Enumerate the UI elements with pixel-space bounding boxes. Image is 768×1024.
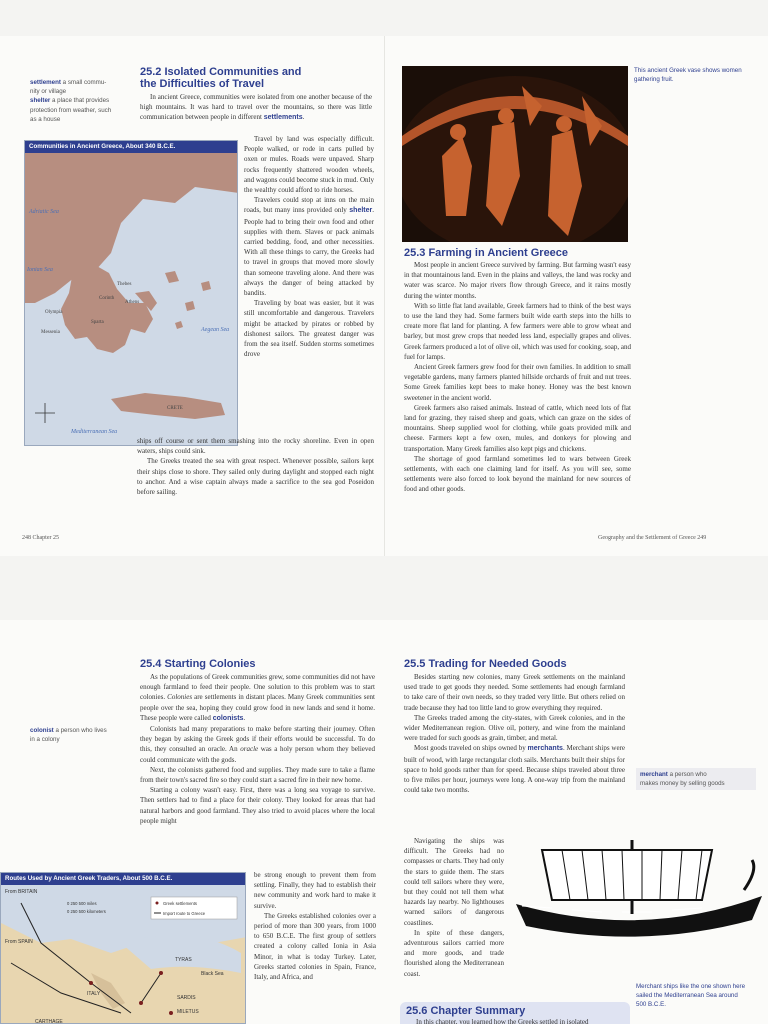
vase-caption: This ancient Greek vase shows women gathering fruit. bbox=[634, 67, 742, 83]
glossary-def: protection from weather, such bbox=[30, 106, 112, 114]
text: Travelers could stop at inns on the main roads, but many inns provided only bbox=[244, 196, 374, 215]
section-25-5-body bbox=[404, 672, 625, 795]
paragraph: Greek farmers also raised animals. Instead of cattle, which need lots of flat land for grazing, they raised sheep and goats, which can graze on the sides of mountains. Sheep supplied wool for clothing, while goats provided milk and cheese. Farmers kept a few oxen, mules, and donkeys for plowing and transportation. Many Greek families also kept pigs and chickens. bbox=[404, 403, 631, 453]
text: Colonists had many preparations to make before starting their journey. Often they began by asking the Greek gods if their efforts would be successful. To do this, they consulted an oracle. An bbox=[140, 725, 375, 754]
section-25-2-bottom bbox=[137, 436, 374, 497]
term-colonies: Colonies bbox=[167, 693, 193, 702]
label-adriatic: Adriatic Sea bbox=[29, 209, 59, 215]
keyword-shelter: shelter bbox=[349, 207, 373, 215]
vase-illustration bbox=[402, 66, 628, 242]
map-graphic bbox=[1, 883, 246, 1024]
section-25-3-body bbox=[404, 260, 631, 495]
section-25-2-title bbox=[140, 66, 380, 90]
text: was a holy person whom they believed could communicate with the gods. bbox=[140, 745, 375, 764]
glossary-def: a person who lives bbox=[53, 727, 107, 734]
glossary-def: makes money by selling goods bbox=[640, 780, 725, 788]
map-title: Communities in Ancient Greece, About 340 B.C.E. bbox=[25, 141, 237, 153]
glossary-def: as a house bbox=[30, 115, 61, 123]
paragraph: Ancient Greek farmers grew food for their own families. In addition to small vegetable gardens, many farmers planted hillside orchards of fruit and nut trees. Some Greek families kept bees to make honey. Honey was the best known sweetener in the ancient world. bbox=[404, 363, 631, 402]
text: . bbox=[243, 713, 246, 722]
footer-right: Geography and the Settlement of Greece 249 bbox=[598, 535, 707, 541]
title-line: the Difficulties of Travel bbox=[140, 78, 265, 90]
paragraph: Besides starting new colonies, many Greek settlements on the mainland used trade to get goods they needed. Some settlements had enough farmland to take care of their own needs, so they traded very little. But others relied on trade because they had too little land to grow everything they required. bbox=[404, 673, 625, 712]
vase-image bbox=[402, 66, 628, 242]
map-trade-routes bbox=[0, 872, 246, 1024]
paragraph: ships off course or sent them smashing into the rocky shoreline. Even in open waters, ships could sink. bbox=[137, 437, 374, 456]
ship-caption: Merchant ships like the one shown here sailed the Mediterranean Sea around 500 B.C.E. bbox=[636, 983, 746, 1008]
label-corinth: Corinth bbox=[99, 296, 115, 301]
term-oracle: oracle bbox=[240, 745, 259, 754]
section-25-2-intro bbox=[140, 92, 372, 124]
section-25-5-title: 25.5 Trading for Needed Goods bbox=[404, 658, 567, 670]
glossary-term: merchant bbox=[640, 771, 668, 778]
paragraph: Most people in ancient Greece survived by farming. But farming wasn't easy in that mountainous land. Even in the plains and valleys, the land was rocky and water was scarce. No major rivers flow through Greece, and it rains mostly during the winter months. bbox=[404, 261, 631, 300]
text: . bbox=[302, 113, 305, 122]
paragraph: With so little flat land available, Greek farmers had to think of the best ways to use the land they had. Some farmers built wide earth steps into the hills to create more flat land for planting. A few farmers were able to grow wheat and barley, but most grew crops that needed less land, especially grapes and olives. Greek farmers produced a lot of olive oil, which was used for cooking, soap, and fuel for lamps. bbox=[404, 301, 631, 361]
map-communities-greece bbox=[24, 140, 238, 446]
text: are settlements in distant places. Many Greek communities sent people over the sea, hoping they could grow food in new lands and send it home. These people were called bbox=[140, 693, 375, 722]
paragraph: Navigating the ships was difficult. The Greeks had no compasses or charts. They had only the stars to guide them. The stars could tell sailors where they were, but they could not tell them what hazards lay nearby. No lighthouses warned sailors of dangerous coastlines. bbox=[404, 837, 504, 927]
title-line: 25.2 Isolated Communities and bbox=[140, 66, 302, 78]
paragraph: The Greeks established colonies over a period of more than 300 years, from 1000 to 650 B.C.E. The first group of settlers created a colony called Ionia in Asia Minor, in what is today Turkey. Later, Greeks started colonies in Spain, France, Italy, and Africa, and bbox=[254, 911, 376, 982]
paragraph: The Greeks treated the sea with great respect. Whenever possible, sailors kept their ships close to shore. They sailed only during daylight and stopped each night to anchor. And a wise captain always made a sacrifice to the sea god Poseidon before sailing. bbox=[137, 457, 374, 497]
scale-miles: 0 250 500 miles bbox=[67, 901, 97, 906]
text: Most goods traveled on ships owned by bbox=[414, 744, 528, 753]
section-25-2-column bbox=[244, 134, 374, 359]
section-25-4-column bbox=[254, 870, 376, 982]
glossary-colonist bbox=[30, 726, 130, 744]
glossary-term: settlement bbox=[30, 79, 61, 86]
glossary-settlement-shelter bbox=[30, 78, 130, 124]
section-25-3-title: 25.3 Farming in Ancient Greece bbox=[404, 247, 569, 259]
label-mediterranean: Mediterranean Sea bbox=[71, 429, 118, 435]
summary-text: In this chapter, you learned how the Greeks settled in isolated bbox=[416, 1018, 589, 1024]
label-carthage: CARTHAGE bbox=[35, 1019, 63, 1024]
merchant-ship-illustration bbox=[512, 830, 768, 960]
label-thebes: Thebes bbox=[117, 282, 132, 287]
glossary-term: shelter bbox=[30, 97, 51, 105]
label-britain: From BRITAIN bbox=[5, 889, 38, 895]
paragraph: be strong enough to prevent them from settling. Finally, they had to establish their new community and work hard to make it survive. bbox=[254, 871, 376, 910]
label-italy: ITALY bbox=[87, 991, 101, 997]
glossary-def: a person who bbox=[667, 771, 707, 778]
label-tyras: TYRAS bbox=[175, 957, 192, 963]
scale-km: 0 250 500 kilometers bbox=[67, 909, 106, 914]
label-crete: CRETE bbox=[167, 406, 183, 411]
map-title: Routes Used by Ancient Greek Traders, About 500 B.C.E. bbox=[1, 873, 245, 885]
glossary-def: in a colony bbox=[30, 736, 60, 744]
text: . People had to bring their own food and other supplies with them. Slaves or pack animals carried bedding, food, and other necessities. With all these things to carry, the Greeks had to travel in groups that moved more slowly than someone traveling alone. And there was always the danger of being attacked by bandits. bbox=[244, 206, 374, 298]
map-graphic bbox=[25, 153, 238, 446]
paragraph: Traveling by boat was easier, but it was still uncomfortable and dangerous. Travelers might be attacked by pirates or robbed by dishonest sailors. The greatest danger was from the sea itself. Sudden storms sometimes drove bbox=[244, 299, 374, 359]
glossary-def: nity or village bbox=[30, 88, 67, 96]
label-olympia: Olympia bbox=[45, 310, 63, 315]
glossary-term: colonist bbox=[30, 727, 54, 734]
text: As the populations of Greek communities grew, some communities did not have enough farmland to feed their people. One solution to this problem was to start colonies. bbox=[140, 673, 375, 702]
text: . Merchant ships were built of wood, with large rectangular cloth sails. Merchants built their ships for space to hold goods rather than for speed. Because ships traveled about three to five miles per hour, journeys were long. A one-way trip from the mainland could take two months. bbox=[404, 744, 625, 795]
section-25-6-title: 25.6 Chapter Summary bbox=[406, 1005, 526, 1017]
keyword-settlements: settlements bbox=[263, 114, 303, 122]
bottom-spread bbox=[0, 620, 768, 1024]
label-athens: Athens bbox=[125, 300, 140, 305]
label-sardis: SARDIS bbox=[177, 995, 196, 1001]
paragraph: The Greeks traded among the city-states, with Greek colonies, and in the wider Mediterranean region. Olive oil, pottery, and wine from the mainland were traded for such goods as grain, timber, and metal. bbox=[404, 713, 625, 743]
paragraph: Travel by land was especially difficult. People walked, or rode in carts pulled by oxen or mules. Roads were unpaved. Sharp rocks frequently shattered wooden wheels, and wagons could become stuck in mud. Only the wealthy could afford to ride horses. bbox=[244, 135, 374, 195]
footer-left: 248 Chapter 25 bbox=[22, 535, 59, 541]
glossary-def: a small commu- bbox=[60, 79, 107, 86]
keyword-colonists: colonists bbox=[212, 714, 244, 722]
legend-route: Import route to Greece bbox=[163, 911, 206, 916]
label-miletus: MILETUS bbox=[177, 1009, 199, 1015]
chapter-summary-box bbox=[400, 1002, 630, 1024]
label-spain: From SPAIN bbox=[5, 939, 33, 945]
top-spread bbox=[0, 36, 768, 556]
paragraph: The shortage of good farmland sometimes led to wars between Greek settlements, with each one claiming land for itself. As you will see, some settlements were also forced to look beyond the mainland for new sources of food and other goods. bbox=[404, 454, 631, 494]
section-25-5-column bbox=[404, 836, 504, 979]
legend-settlement-icon bbox=[156, 902, 159, 905]
compass-rose-icon bbox=[35, 403, 55, 423]
paragraph: Next, the colonists gathered food and supplies. They made sure to take a flame from their town's sacred fire so they could start a sacred fire in their new home. bbox=[140, 765, 375, 785]
paragraph: Starting a colony wasn't easy. First, there was a long sea voyage to survive. Then settlers had to find a place for their colony. They looked for areas that had natural harbors and good farmland. They also tried to avoid places where the local people might bbox=[140, 786, 375, 825]
section-25-4-title: 25.4 Starting Colonies bbox=[140, 658, 256, 670]
label-ionian: Ionian Sea bbox=[27, 267, 53, 273]
glossary-def: a place that provides bbox=[50, 97, 110, 105]
label-aegean: Aegean Sea bbox=[201, 327, 230, 333]
paragraph: In spite of these dangers, adventurous sailors carried more and more goods, and trade flourished along the Mediterranean coast. bbox=[404, 928, 504, 978]
glossary-merchant bbox=[636, 768, 756, 790]
gutter bbox=[384, 36, 385, 556]
text: In ancient Greece, communities were isolated from one another because of the high mountains. It was hard to travel over the mountains, so there was little communication between people in different bbox=[140, 93, 372, 122]
legend-settlements: Greek settlements bbox=[163, 901, 197, 906]
label-sparta: Sparta bbox=[91, 320, 104, 325]
label-messenia: Messenia bbox=[41, 330, 60, 335]
section-25-4-body bbox=[140, 672, 375, 826]
label-black-sea: Black Sea bbox=[201, 971, 224, 977]
keyword-merchants: merchants bbox=[527, 745, 563, 753]
